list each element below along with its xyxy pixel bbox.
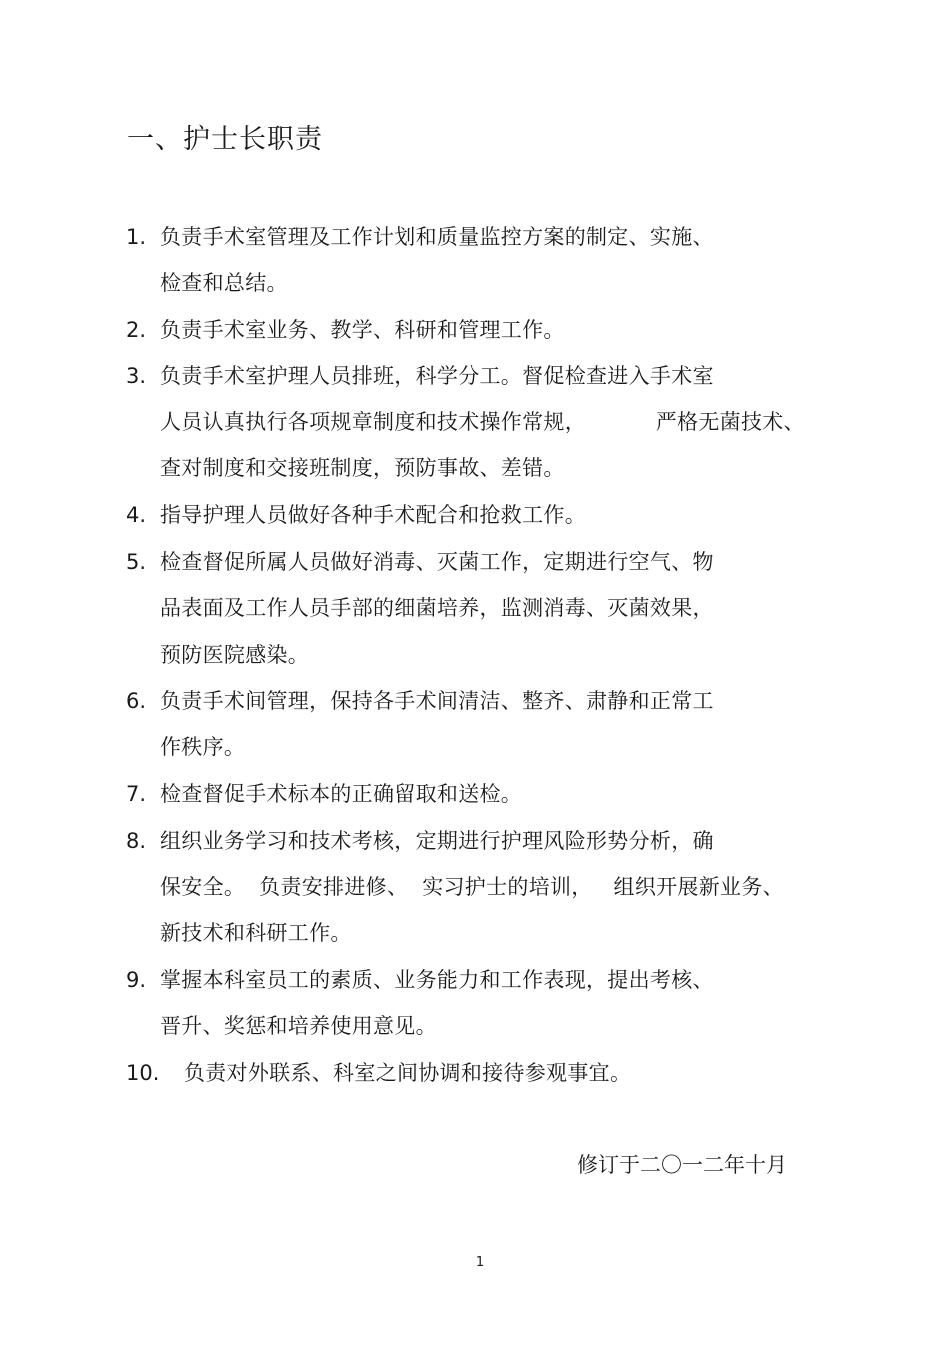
list-item-number: 5. — [126, 550, 147, 574]
list-item-line: 组织业务学习和技术考核，定期进行护理风险形势分析，确 — [160, 829, 714, 853]
list-item-line: 保安全。 负责安排进修、 实习护士的培训， 组织开展新业务、 — [160, 875, 784, 899]
list-item-line: 检查督促所属人员做好消毒、灭菌工作，定期进行空气、物 — [160, 550, 714, 574]
list-item-line: 负责手术室护理人员排班，科学分工。督促检查进入手术室 — [160, 364, 714, 388]
list-item-line: 负责手术间管理，保持各手术间清洁、整齐、肃静和正常工 — [160, 689, 714, 713]
list-item-number: 10. — [126, 1061, 160, 1085]
list-item-number: 6. — [126, 689, 147, 713]
list-item-number: 7. — [126, 782, 147, 806]
page-title: 一、护士长职责 — [127, 124, 323, 155]
list-item-line: 新技术和科研工作。 — [160, 921, 352, 945]
list-item-line: 负责手术室业务、教学、科研和管理工作。 — [160, 318, 565, 342]
list-item-number: 9. — [126, 968, 147, 992]
list-item-line: 品表面及工作人员手部的细菌培养，监测消毒、灭菌效果， — [160, 596, 714, 620]
list-item-line: 检查督促手术标本的正确留取和送检。 — [160, 782, 523, 806]
list-item-number: 1. — [126, 225, 147, 249]
list-item-number: 4. — [126, 503, 147, 527]
list-item-line: 负责手术室管理及工作计划和质量监控方案的制定、实施、 — [160, 225, 714, 249]
list-item-line: 查对制度和交接班制度，预防事故、差错。 — [160, 456, 565, 480]
list-item-line: 掌握本科室员工的素质、业务能力和工作表现，提出考核、 — [160, 968, 714, 992]
list-item-number: 8. — [126, 829, 147, 853]
list-item-line: 检查和总结。 — [160, 271, 288, 295]
list-item-line: 作秩序。 — [160, 735, 246, 759]
list-item-line: 人员认真执行各项规章制度和技术操作常规， 严格无菌技术、 — [160, 410, 805, 434]
list-item-number: 2. — [126, 318, 147, 342]
list-item-line: 指导护理人员做好各种手术配合和抢救工作。 — [160, 503, 586, 527]
page-number: 1 — [475, 1255, 485, 1270]
list-item-line: 预防医院感染。 — [160, 643, 310, 667]
list-item-number: 3. — [126, 364, 147, 388]
list-item-line: 晋升、奖惩和培养使用意见。 — [160, 1014, 437, 1038]
list-item-line: 负责对外联系、科室之间协调和接待参观事宜。 — [170, 1061, 632, 1085]
revision-signature: 修订于二〇一二年十月 — [577, 1153, 787, 1177]
